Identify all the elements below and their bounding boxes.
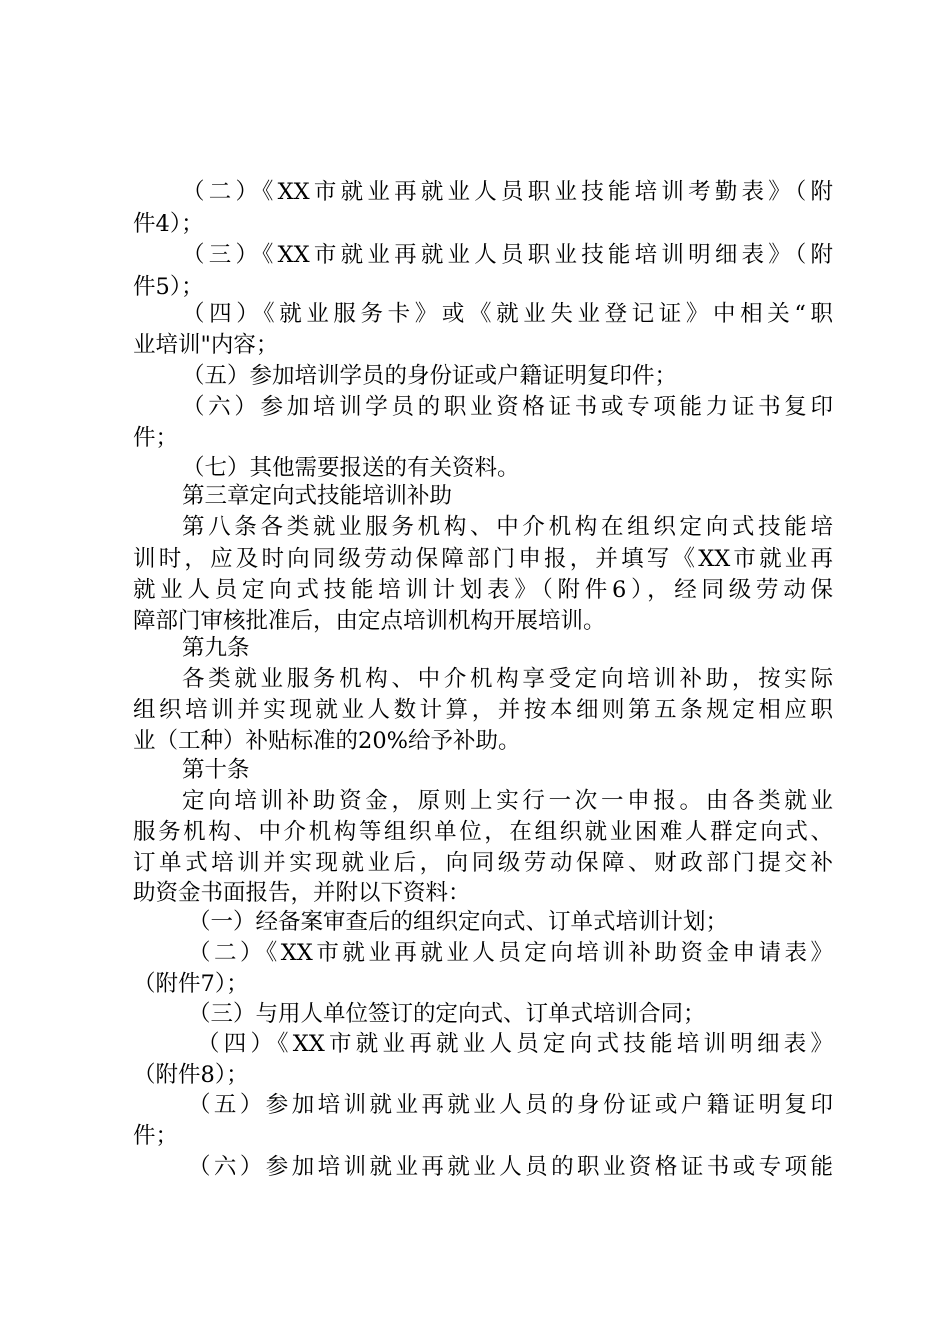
text-line: （七）其他需要报送的有关资料。 [182,455,520,481]
text-line: （六）参加培训就业再就业人员的职业资格证书或专项能 [188,1154,833,1180]
text-line: （三）《XX市就业再就业人员职业技能培训明细表》（附 [182,242,833,268]
text-line: 业培训"内容； [133,332,279,358]
text-line: （附件7）； [133,971,249,997]
text-line: （五）参加培训学员的身份证或户籍证明复印件； [182,363,678,389]
text-line: 就业人员定向式技能培训计划表》（附件6），经同级劳动保 [133,577,833,603]
text-line: （附件8）； [133,1062,249,1088]
text-line: （三）与用人单位签订的定向式、订单式培训合同； [188,1001,706,1027]
text-line: （一）经备案审查后的组织定向式、订单式培训计划； [188,909,729,935]
text-line: 组织培训并实现就业人数计算，并按本细则第五条规定相应职 [133,697,833,723]
text-line: 第八条各类就业服务机构、中介机构在组织定向式技能培 [182,514,833,540]
text-line: （四）《XX市就业再就业人员定向式技能培训明细表》 [197,1031,833,1057]
text-line: 障部门审核批准后，由定点培训机构开展培训。 [133,608,606,634]
article-heading: 第九条 [182,635,250,661]
section-heading: 第三章定向式技能培训补助 [182,483,453,509]
text-line: （五）参加培训就业再就业人员的身份证或户籍证明复印 [188,1092,833,1118]
text-line: 件5）； [133,274,204,300]
text-line: （六）参加培训学员的职业资格证书或专项能力证书复印 [182,394,833,420]
text-line: 件； [133,1123,179,1149]
text-line: （二）《XX市就业再就业人员职业技能培训考勤表》（附 [182,179,833,205]
text-line: 件4）； [133,211,204,237]
text-line: 助资金书面报告，并附以下资料： [133,880,471,906]
text-line: 训时，应及时向同级劳动保障部门申报，并填写《XX市就业再 [133,546,833,572]
article-heading: 第十条 [182,757,250,783]
text-line: （二）《XX市就业再就业人员定向培训补助资金申请表》 [188,940,833,966]
text-line: 定向培训补助资金，原则上实行一次一申报。由各类就业 [182,788,833,814]
text-line: 件； [133,425,179,451]
text-line: 业（工种）补贴标准的20%给予补助。 [133,728,521,754]
text-line: 订单式培训并实现就业后，向同级劳动保障、财政部门提交补 [133,850,833,876]
text-line: （四）《就业服务卡》或《就业失业登记证》中相关“职 [182,301,833,327]
text-line: 服务机构、中介机构等组织单位，在组织就业困难人群定向式、 [133,819,833,845]
text-line: 各类就业服务机构、中介机构享受定向培训补助，按实际 [182,666,833,692]
